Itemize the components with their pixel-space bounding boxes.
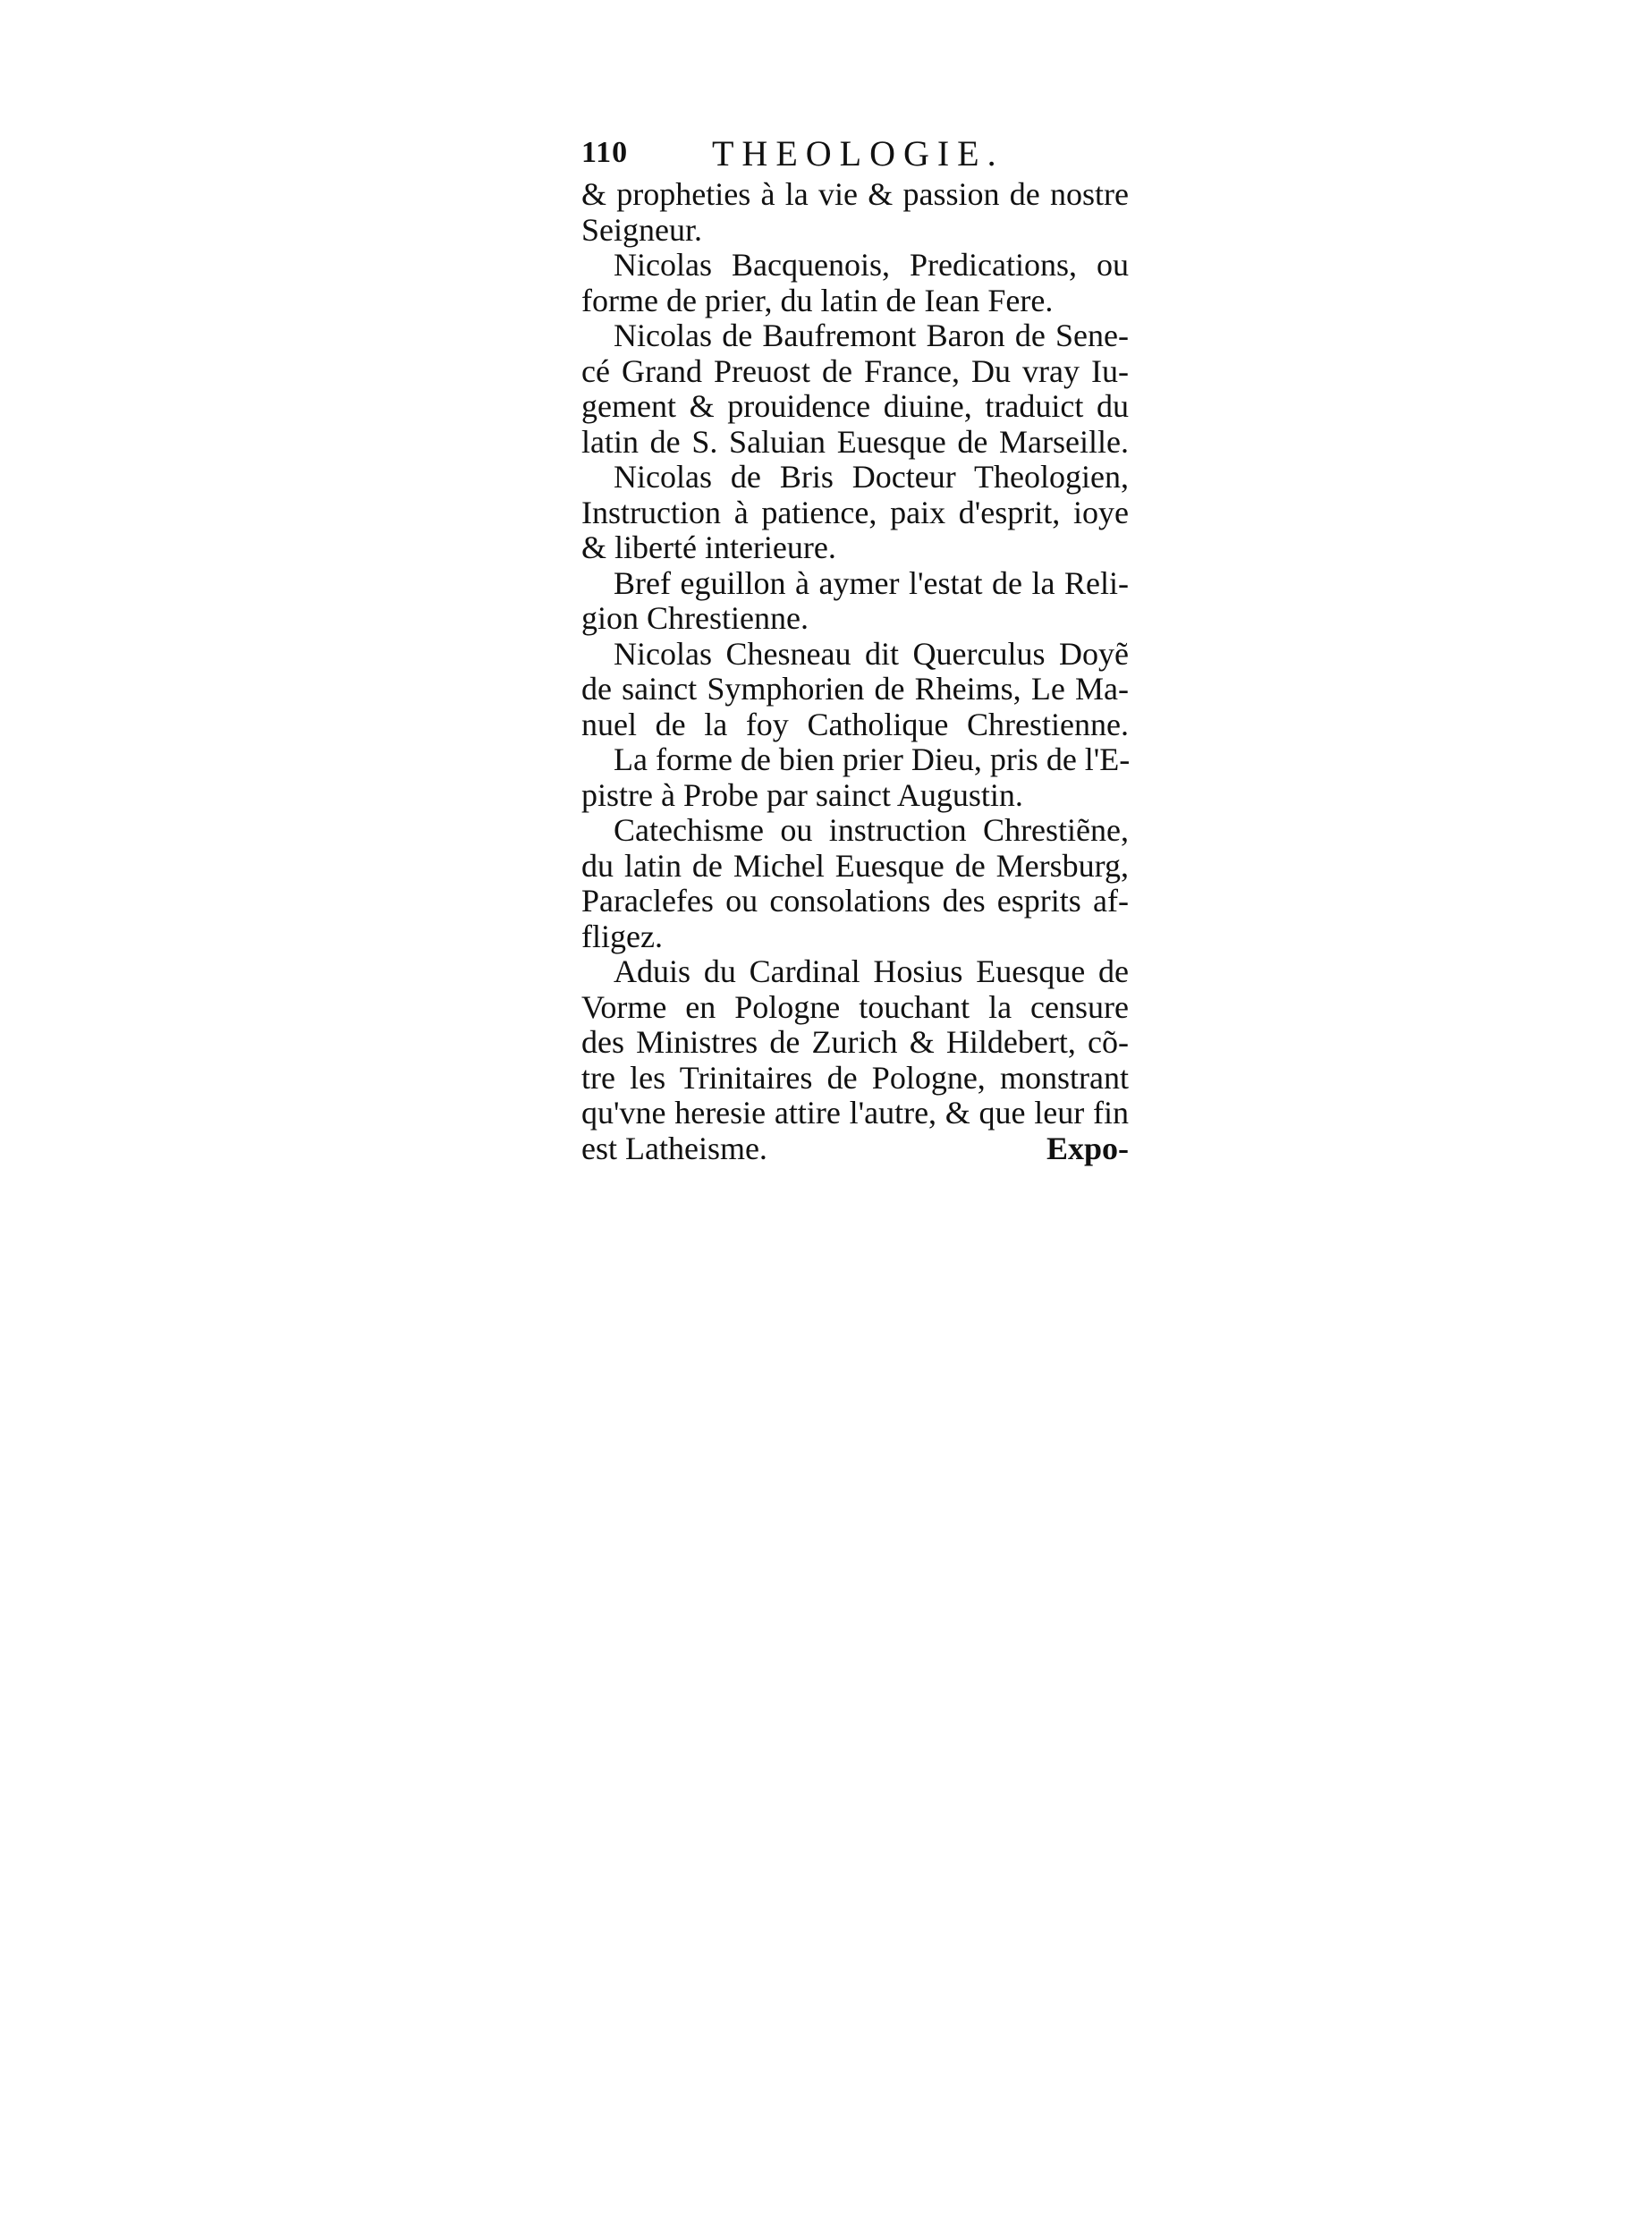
text-line: Nicolas de Baufremont Baron de Sene- (614, 318, 1129, 353)
catchword: Expo- (1046, 1130, 1129, 1166)
text-line: Nicolas Bacquenois, Predications, ou (614, 247, 1129, 283)
text-line: gement & prouidence diuine, traduict du (581, 388, 1129, 424)
text-line: & liberté interieure. (581, 529, 836, 565)
text-line: latin de S. Saluian Euesque de Marseille. (581, 423, 1129, 460)
page-header (581, 132, 1129, 175)
text-line: La forme de bien prier Dieu, pris de l'E- (614, 741, 1131, 777)
text-line: Nicolas de Bris Docteur Theologien, (614, 459, 1129, 495)
text-line: Paraclefes ou consolations des esprits af- (581, 883, 1129, 919)
text-line: pistre à Probe par sainct Augustin. (581, 776, 1023, 813)
text-line: Bref eguillon à aymer l'estat de la Reli- (614, 564, 1129, 601)
text-line: tre les Trinitaires de Pologne, monstrant (581, 1059, 1129, 1096)
text-line: nuel de la foy Catholique Chrestienne. (581, 706, 1129, 742)
text-line: des Ministres de Zurich & Hildebert, cõ- (581, 1024, 1129, 1060)
text-line: gion Chrestienne. (581, 600, 809, 636)
text-line: de sainct Symphorien de Rheims, Le Ma- (581, 671, 1129, 707)
running-head: THEOLOGIE. (712, 133, 1004, 174)
text-line: forme de prier, du latin de Iean Fere. (581, 282, 1054, 318)
page-number: 110 (581, 136, 629, 169)
text-line: & propheties à la vie & passion de nostre (581, 176, 1129, 212)
text-line: fligez. (581, 918, 663, 954)
text-line (581, 1131, 1129, 1167)
text-line: du latin de Michel Euesque de Mersburg, (581, 847, 1129, 884)
text-line: Nicolas Chesneau dit Querculus Doyẽ (614, 635, 1129, 672)
text-line: Vorme en Pologne touchant la censure (581, 988, 1129, 1025)
text-line: Instruction à patience, paix d'esprit, ioye (581, 494, 1129, 530)
text-body (581, 177, 1129, 1166)
text-line: qu'vne heresie attire l'autre, & que leur fin (581, 1095, 1129, 1131)
text-line: Seigneur. (581, 211, 702, 248)
book-page (581, 132, 1129, 1166)
text-line-content: est Latheisme. (581, 1130, 767, 1166)
text-line: cé Grand Preuost de France, Du vray Iu- (581, 352, 1129, 389)
text-line: Aduis du Cardinal Hosius Euesque de (614, 953, 1129, 989)
text-line: Catechisme ou instruction Chrestiẽne, (614, 812, 1129, 848)
